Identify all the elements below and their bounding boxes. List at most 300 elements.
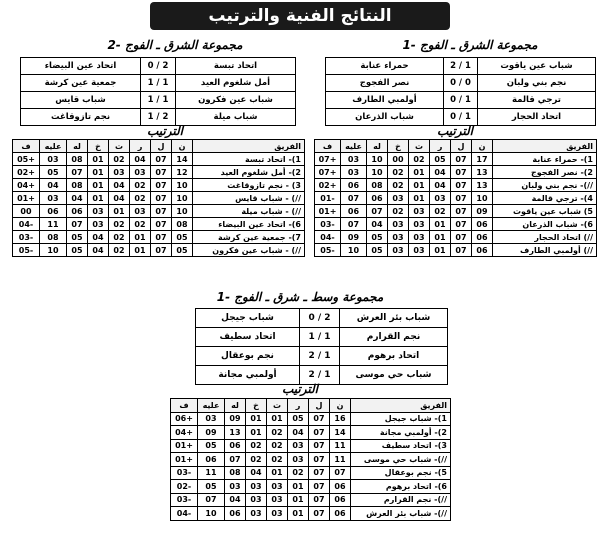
away-team: شباب جيجل — [196, 309, 300, 328]
stat-cell: 07 — [451, 231, 472, 244]
stat-cell: 01 — [409, 192, 430, 205]
result-row — [326, 92, 596, 109]
east1-results-table — [325, 57, 596, 126]
standings-row — [13, 231, 305, 244]
stat-cell: 02 — [130, 192, 151, 205]
stat-cell: 01 — [267, 412, 288, 426]
stat-cell: 07 — [451, 244, 472, 257]
stat-cell: 06 — [330, 507, 351, 521]
stat-cell: 04+ — [13, 179, 40, 192]
team-name: 1)- حمراء عنابة — [493, 153, 597, 166]
stat-cell: 04- — [13, 218, 40, 231]
stat-cell: 04 — [88, 244, 109, 257]
stat-cell: 03 — [409, 244, 430, 257]
column-header: ف — [315, 140, 341, 153]
stat-cell: 03 — [40, 192, 67, 205]
stat-cell: 08 — [67, 179, 88, 192]
column-header: ل — [309, 399, 330, 413]
stat-cell: 10 — [198, 507, 225, 521]
stat-cell: 09 — [225, 412, 246, 426]
stat-cell: 07 — [309, 507, 330, 521]
match-score: 0 / 0 — [444, 75, 478, 92]
home-team: نجم بني ولبان — [478, 75, 596, 92]
stat-cell: 03 — [267, 480, 288, 494]
stat-cell: 04 — [109, 192, 130, 205]
home-team: نجم القرارم — [340, 328, 448, 347]
team-name: //) - شباب قايس — [193, 192, 305, 205]
east1-group-title: مجموعة الشرق ـ الفوج -1 — [402, 38, 538, 52]
stat-cell: 05 — [367, 244, 388, 257]
stat-cell: 13 — [472, 166, 493, 179]
stat-cell: 01 — [130, 231, 151, 244]
stat-cell: 01 — [430, 231, 451, 244]
east2-results-table — [20, 57, 296, 126]
team-name: 1)- اتحاد تبسة — [193, 153, 305, 166]
stat-cell: 03- — [171, 466, 198, 480]
match-score: 1 / 1 — [141, 92, 176, 109]
stat-cell: 04 — [430, 166, 451, 179]
column-header: له — [225, 399, 246, 413]
team-name: 6)- اتحاد برهوم — [351, 480, 451, 494]
standings-row — [171, 493, 451, 507]
match-score: 1 / 2 — [141, 109, 176, 126]
away-team: شباب قايس — [21, 92, 141, 109]
stat-cell: 07 — [151, 218, 172, 231]
stat-cell: 07 — [151, 244, 172, 257]
column-header: ت — [409, 140, 430, 153]
column-header: ر — [288, 399, 309, 413]
stat-cell: 10 — [367, 166, 388, 179]
standings-row — [315, 205, 597, 218]
standings-row — [171, 453, 451, 467]
team-name: 3)- اتحاد سطيف — [351, 439, 451, 453]
stat-cell: 01 — [88, 192, 109, 205]
standings-row — [13, 179, 305, 192]
stat-cell: 04 — [88, 231, 109, 244]
result-row — [21, 75, 296, 92]
match-score: 1 / 1 — [300, 328, 340, 347]
column-header: ف — [171, 399, 198, 413]
stat-cell: 04 — [109, 179, 130, 192]
stat-cell: 03 — [246, 480, 267, 494]
stat-cell: 09 — [341, 231, 367, 244]
stat-cell: 10 — [472, 192, 493, 205]
standings-row — [315, 153, 597, 166]
stat-cell: 07 — [151, 231, 172, 244]
stat-cell: 03- — [315, 218, 341, 231]
centereast1-standings-table — [170, 398, 451, 521]
standings-header-row — [171, 399, 451, 413]
column-header: خ — [388, 140, 409, 153]
team-name: 2)- أمل شلغوم العيد — [193, 166, 305, 179]
stat-cell: 03 — [409, 205, 430, 218]
stat-cell: 01 — [267, 466, 288, 480]
home-team: اتحاد تبسة — [176, 58, 296, 75]
stat-cell: 04 — [67, 192, 88, 205]
stat-cell: 02 — [267, 439, 288, 453]
stat-cell: 06 — [472, 244, 493, 257]
east2-group-title: مجموعة الشرق ـ الفوج -2 — [107, 38, 243, 52]
stat-cell: 04 — [246, 466, 267, 480]
stat-cell: 07 — [151, 192, 172, 205]
column-header: ن — [472, 140, 493, 153]
stat-cell: 05 — [67, 244, 88, 257]
stat-cell: 05+ — [13, 153, 40, 166]
stat-cell: 02 — [109, 231, 130, 244]
stat-cell: 11 — [330, 453, 351, 467]
result-row — [196, 347, 448, 366]
column-header: ل — [451, 140, 472, 153]
home-team: ترجي قالمة — [478, 92, 596, 109]
stat-cell: 11 — [40, 218, 67, 231]
stat-cell: 01 — [288, 493, 309, 507]
stat-cell: 02 — [130, 218, 151, 231]
match-score: 2 / 1 — [444, 58, 478, 75]
stat-cell: 03 — [409, 218, 430, 231]
standings-row — [171, 412, 451, 426]
result-row — [21, 58, 296, 75]
home-team: شباب حي موسى — [340, 366, 448, 385]
team-name: 6)- اتحاد عين البيضاء — [193, 218, 305, 231]
stat-cell: 01 — [130, 244, 151, 257]
stat-cell: 07+ — [315, 153, 341, 166]
stat-cell: 02 — [109, 244, 130, 257]
stat-cell: 07 — [151, 205, 172, 218]
stat-cell: 02 — [267, 426, 288, 440]
team-name: 7)- جمعية عين كرشة — [193, 231, 305, 244]
stat-cell: 00 — [388, 153, 409, 166]
standings-row — [171, 466, 451, 480]
stat-cell: 01+ — [171, 439, 198, 453]
stat-cell: 01 — [430, 218, 451, 231]
stat-cell: 05 — [67, 231, 88, 244]
match-score: 0 / 1 — [444, 92, 478, 109]
team-name: //)- نجم القرارم — [351, 493, 451, 507]
team-name: //) - شباب ميلة — [193, 205, 305, 218]
stat-cell: 02 — [430, 205, 451, 218]
standings-row — [13, 192, 305, 205]
match-score: 0 / 2 — [141, 58, 176, 75]
stat-cell: 01 — [409, 179, 430, 192]
team-name: 5) شباب عين ياقوت — [493, 205, 597, 218]
team-name: 2)- أولمبي مجانة — [351, 426, 451, 440]
stat-cell: 09 — [198, 426, 225, 440]
team-name: //) اتحاد الحجار — [493, 231, 597, 244]
stat-cell: 06 — [367, 192, 388, 205]
stat-cell: 06 — [341, 205, 367, 218]
home-team: شباب بئر العرش — [340, 309, 448, 328]
stat-cell: 05 — [172, 231, 193, 244]
stat-cell: 07 — [198, 493, 225, 507]
stat-cell: 02 — [409, 153, 430, 166]
away-team: جمعية عين كرشة — [21, 75, 141, 92]
stat-cell: 07 — [451, 218, 472, 231]
stat-cell: 03- — [13, 231, 40, 244]
standings-row — [171, 507, 451, 521]
stat-cell: 03 — [267, 507, 288, 521]
stat-cell: 03 — [288, 439, 309, 453]
stat-cell: 06 — [472, 231, 493, 244]
column-header: الفريق — [493, 140, 597, 153]
standings-row — [13, 244, 305, 257]
stat-cell: 07 — [367, 205, 388, 218]
stat-cell: 04 — [367, 218, 388, 231]
column-header: ن — [330, 399, 351, 413]
stat-cell: 06 — [40, 205, 67, 218]
stat-cell: 06 — [67, 205, 88, 218]
column-header: ف — [13, 140, 40, 153]
result-row — [21, 92, 296, 109]
stat-cell: 01 — [88, 166, 109, 179]
stat-cell: 02 — [267, 453, 288, 467]
match-score: 1 / 1 — [141, 75, 176, 92]
stat-cell: 01 — [288, 480, 309, 494]
column-header: الفريق — [193, 140, 305, 153]
stat-cell: 14 — [172, 153, 193, 166]
stat-cell: 03 — [40, 153, 67, 166]
stat-cell: 05- — [315, 244, 341, 257]
stat-cell: 03 — [246, 493, 267, 507]
result-row — [326, 109, 596, 126]
stat-cell: 14 — [330, 426, 351, 440]
stat-cell: 00 — [13, 205, 40, 218]
away-team: شباب الذرعان — [326, 109, 444, 126]
home-team: شباب عين فكرون — [176, 92, 296, 109]
stat-cell: 10 — [367, 153, 388, 166]
east1-standings-table — [314, 139, 597, 257]
team-name: 1)- شباب جيجل — [351, 412, 451, 426]
stat-cell: 10 — [40, 244, 67, 257]
stat-cell: 02+ — [13, 166, 40, 179]
stat-cell: 05 — [198, 439, 225, 453]
stat-cell: 01 — [430, 244, 451, 257]
standings-header-row — [315, 140, 597, 153]
stat-cell: 12 — [172, 166, 193, 179]
standings-row — [13, 166, 305, 179]
stat-cell: 03 — [225, 480, 246, 494]
stat-cell: 05 — [367, 231, 388, 244]
stat-cell: 07 — [341, 218, 367, 231]
stat-cell: 03 — [288, 453, 309, 467]
team-name: //) - شباب عين فكرون — [193, 244, 305, 257]
stat-cell: 06 — [330, 480, 351, 494]
stat-cell: 06 — [341, 179, 367, 192]
stat-cell: 03 — [267, 493, 288, 507]
stat-cell: 02 — [109, 153, 130, 166]
stat-cell: 17 — [472, 153, 493, 166]
team-name: 5)- نجم بوعقال — [351, 466, 451, 480]
column-header: عليه — [341, 140, 367, 153]
team-name: //)- شباب بئر العرش — [351, 507, 451, 521]
standings-row — [13, 205, 305, 218]
centereast1-results-table — [195, 308, 448, 385]
stat-cell: 13 — [472, 179, 493, 192]
stat-cell: 10 — [172, 205, 193, 218]
east2-standings-table — [12, 139, 305, 257]
stat-cell: 06 — [472, 218, 493, 231]
home-team: اتحاد برهوم — [340, 347, 448, 366]
stat-cell: 01 — [88, 153, 109, 166]
stat-cell: 09 — [472, 205, 493, 218]
stat-cell: 01+ — [171, 453, 198, 467]
stat-cell: 03 — [388, 231, 409, 244]
stat-cell: 06+ — [171, 412, 198, 426]
column-header: له — [67, 140, 88, 153]
column-header: الفريق — [351, 399, 451, 413]
column-header: له — [367, 140, 388, 153]
match-score: 0 / 1 — [444, 109, 478, 126]
column-header: خ — [88, 140, 109, 153]
team-name: //) أولمبي الطارف — [493, 244, 597, 257]
team-name: //)- نجم بني ولبان — [493, 179, 597, 192]
match-score: 2 / 1 — [300, 347, 340, 366]
stat-cell: 11 — [330, 439, 351, 453]
column-header: ر — [430, 140, 451, 153]
stat-cell: 03 — [130, 205, 151, 218]
stat-cell: 07 — [309, 493, 330, 507]
result-row — [326, 58, 596, 75]
stat-cell: 07 — [309, 466, 330, 480]
stat-cell: 03- — [171, 493, 198, 507]
result-row — [196, 309, 448, 328]
standings-row — [171, 480, 451, 494]
stat-cell: 03 — [88, 218, 109, 231]
standings-row — [315, 231, 597, 244]
column-header: عليه — [198, 399, 225, 413]
stat-cell: 03 — [388, 244, 409, 257]
match-score: 0 / 2 — [300, 309, 340, 328]
stat-cell: 03 — [388, 192, 409, 205]
stat-cell: 07 — [341, 192, 367, 205]
stat-cell: 13 — [225, 426, 246, 440]
stat-cell: 01+ — [13, 192, 40, 205]
stat-cell: 04- — [315, 231, 341, 244]
centereast1-group-title: مجموعة وسط ـ شرق ـ الفوج -1 — [216, 290, 384, 304]
standings-row — [13, 218, 305, 231]
away-team: نجم بوعقال — [196, 347, 300, 366]
standings-row — [315, 166, 597, 179]
stat-cell: 08 — [67, 153, 88, 166]
away-team: حمراء عنابة — [326, 58, 444, 75]
stat-cell: 03 — [246, 507, 267, 521]
stat-cell: 02- — [171, 480, 198, 494]
standings-header-row — [13, 140, 305, 153]
stat-cell: 02 — [246, 453, 267, 467]
home-team: أمل شلغوم العيد — [176, 75, 296, 92]
east1-ranking-title: الترتيب — [437, 124, 473, 138]
stat-cell: 06 — [225, 439, 246, 453]
stat-cell: 02 — [130, 179, 151, 192]
stat-cell: 06 — [198, 453, 225, 467]
column-header: ل — [151, 140, 172, 153]
stat-cell: 03 — [198, 412, 225, 426]
stat-cell: 04 — [130, 153, 151, 166]
standings-row — [13, 153, 305, 166]
column-header: ت — [109, 140, 130, 153]
stat-cell: 07 — [67, 218, 88, 231]
stat-cell: 02 — [109, 218, 130, 231]
stat-cell: 07 — [309, 480, 330, 494]
stat-cell: 03 — [109, 166, 130, 179]
stat-cell: 05 — [288, 412, 309, 426]
stat-cell: 07 — [309, 453, 330, 467]
stat-cell: 11 — [198, 466, 225, 480]
stat-cell: 03 — [88, 205, 109, 218]
result-row — [326, 75, 596, 92]
standings-row — [315, 192, 597, 205]
column-header: ر — [130, 140, 151, 153]
away-team: اتحاد عين البيضاء — [21, 58, 141, 75]
stat-cell: 07 — [67, 166, 88, 179]
match-score: 2 / 1 — [300, 366, 340, 385]
column-header: عليه — [40, 140, 67, 153]
standings-row — [315, 244, 597, 257]
stat-cell: 03 — [341, 166, 367, 179]
stat-cell: 05 — [172, 244, 193, 257]
east2-ranking-title: الترتيب — [147, 124, 183, 138]
standings-row — [315, 179, 597, 192]
away-team: نصر الفجوج — [326, 75, 444, 92]
stat-cell: 07 — [151, 166, 172, 179]
stat-cell: 03 — [409, 231, 430, 244]
column-header: خ — [246, 399, 267, 413]
stat-cell: 02 — [288, 466, 309, 480]
result-row — [21, 109, 296, 126]
stat-cell: 02 — [246, 439, 267, 453]
stat-cell: 01+ — [315, 205, 341, 218]
stat-cell: 01 — [288, 507, 309, 521]
stat-cell: 01 — [246, 426, 267, 440]
stat-cell: 05 — [40, 166, 67, 179]
stat-cell: 08 — [367, 179, 388, 192]
stat-cell: 03 — [130, 166, 151, 179]
stat-cell: 05- — [13, 244, 40, 257]
home-team: اتحاد الحجار — [478, 109, 596, 126]
team-name: 3) - نجم تازوقاغت — [193, 179, 305, 192]
stat-cell: 01- — [315, 192, 341, 205]
result-row — [196, 328, 448, 347]
stat-cell: 07 — [451, 179, 472, 192]
home-team: شباب عين ياقوت — [478, 58, 596, 75]
stat-cell: 05 — [430, 153, 451, 166]
stat-cell: 02 — [388, 166, 409, 179]
stat-cell: 07 — [225, 453, 246, 467]
stat-cell: 10 — [172, 192, 193, 205]
away-team: أولمبي الطارف — [326, 92, 444, 109]
team-name: //)- شباب حي موسى — [351, 453, 451, 467]
team-name: 2)- نصر الفجوج — [493, 166, 597, 179]
stat-cell: 07 — [330, 466, 351, 480]
stat-cell: 07 — [151, 153, 172, 166]
page-title: النتائج الفنية والترتيب — [150, 2, 450, 30]
stat-cell: 04 — [40, 179, 67, 192]
away-team: اتحاد سطيف — [196, 328, 300, 347]
stat-cell: 07 — [451, 153, 472, 166]
stat-cell: 07 — [451, 166, 472, 179]
stat-cell: 16 — [330, 412, 351, 426]
stat-cell: 10 — [341, 244, 367, 257]
stat-cell: 04- — [171, 507, 198, 521]
stat-cell: 01 — [109, 205, 130, 218]
away-team: أولمبي مجانة — [196, 366, 300, 385]
stat-cell: 02+ — [315, 179, 341, 192]
stat-cell: 07 — [309, 426, 330, 440]
stat-cell: 07 — [309, 439, 330, 453]
stat-cell: 04 — [430, 179, 451, 192]
stat-cell: 01 — [409, 166, 430, 179]
stat-cell: 10 — [172, 179, 193, 192]
stat-cell: 04 — [288, 426, 309, 440]
